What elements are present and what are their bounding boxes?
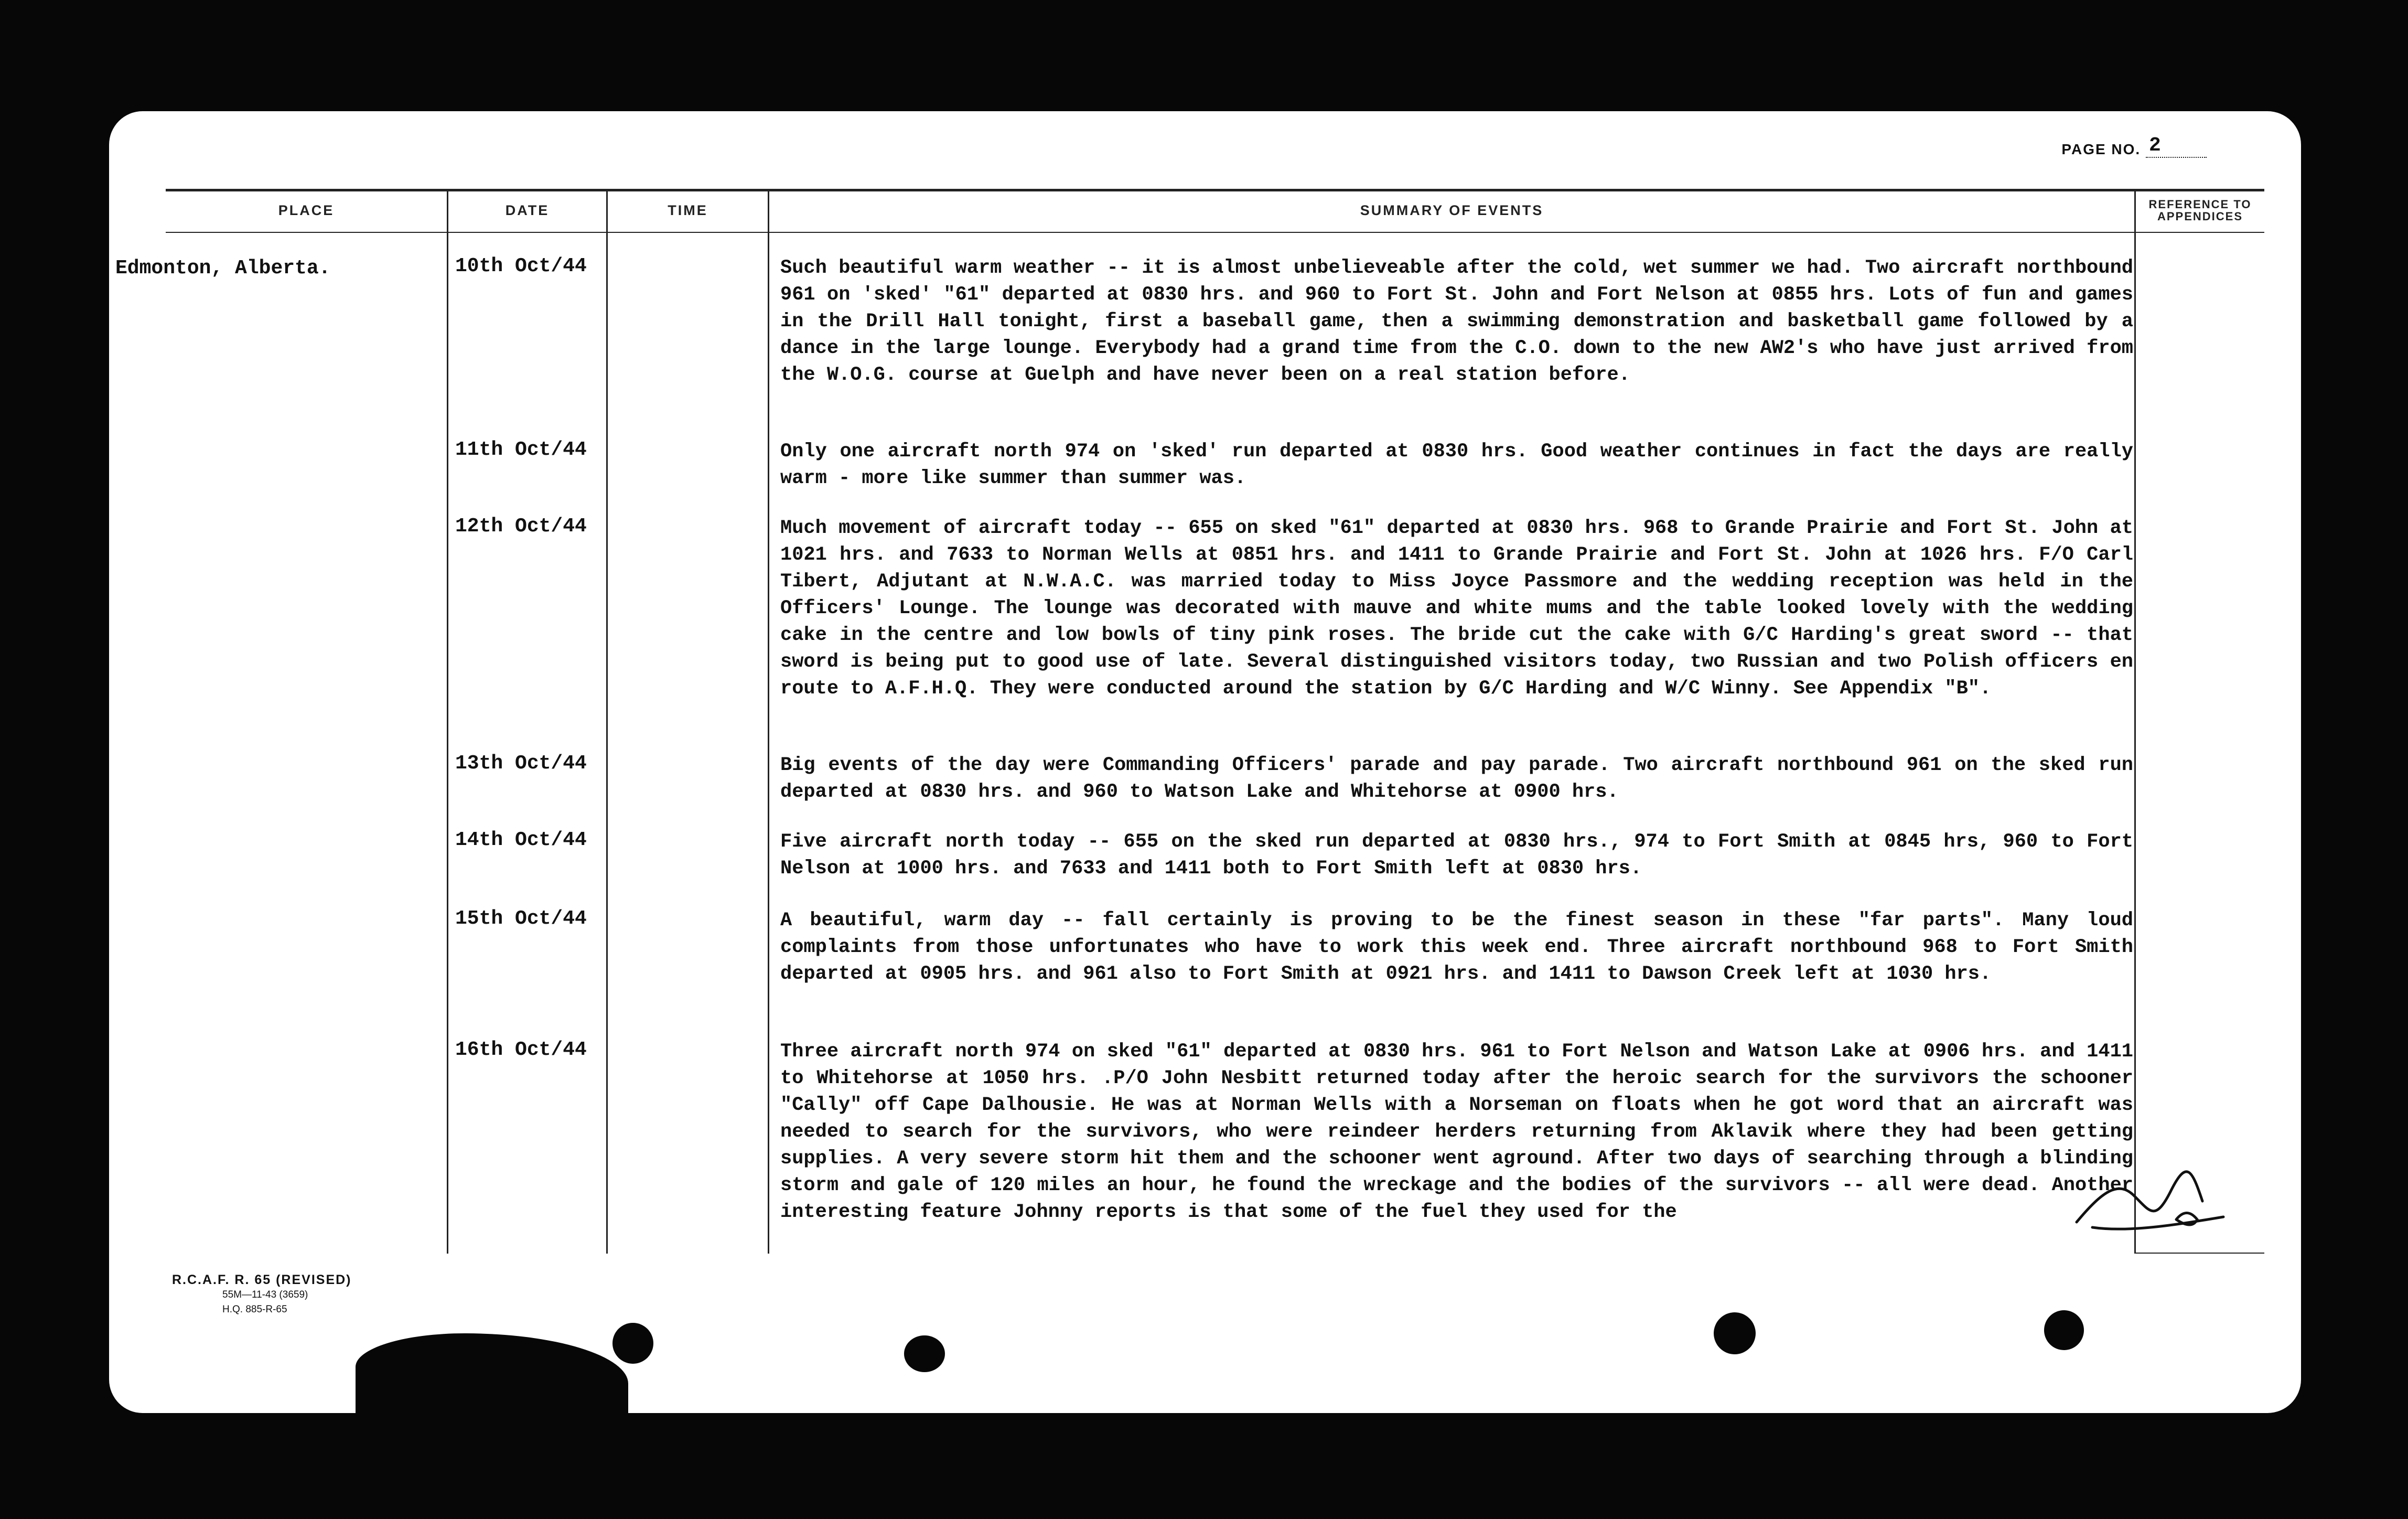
page-number-value: 2 — [2146, 134, 2207, 158]
punch-hole — [612, 1323, 653, 1364]
entry-summary: A beautiful, warm day -- fall certainly is proving to be the finest season in these "far parts". Many loud complaints from those unfortunates who have to work this week end. Three aircraft northbound 968 to Fort Smith departed at 0905 hrs. and 961 also to Fort Smith at 0921 hrs. and 1411 to Dawson Creek left at 1030 hrs. — [780, 910, 2133, 985]
hq-reference: H.Q. 885-R-65 — [222, 1304, 287, 1315]
col-divider-summary — [768, 189, 769, 1254]
entry-date: 12th Oct/44 — [455, 515, 587, 538]
handwritten-initials — [2071, 1159, 2229, 1238]
entry-summary: Big events of the day were Commanding Officers' parade and pay parade. Two aircraft northbound 961 on the sked run departed at 0830 hrs. and 960 to Watson Lake and Whitehorse at 0900 hrs. — [780, 754, 2133, 803]
entry-summary: Only one aircraft north 974 on 'sked' run departed at 0830 hrs. Good weather continues in fact the days are really warm - more like summer than summer was. — [780, 441, 2133, 489]
column-header-time: TIME — [668, 202, 708, 218]
column-header-date: DATE — [505, 202, 550, 218]
entry-date: 16th Oct/44 — [455, 1039, 587, 1061]
col-divider-reference — [2134, 189, 2136, 1254]
punch-hole — [1714, 1312, 1756, 1354]
entry-date: 15th Oct/44 — [455, 907, 587, 930]
col-divider-time — [606, 189, 608, 1254]
column-header-reference: REFERENCE TO APPENDICES — [2148, 197, 2252, 223]
torn-edge — [356, 1333, 628, 1417]
col-divider-date — [447, 189, 448, 1254]
column-header-summary: SUMMARY OF EVENTS — [1360, 202, 1544, 218]
form-footer — [172, 1272, 352, 1317]
entry-date: 11th Oct/44 — [455, 438, 587, 461]
entry-summary: Much movement of aircraft today -- 655 on sked "61" departed at 0830 hrs. 968 to Grande Prairie and Fort St. John at 1021 hrs. and 7633 to Norman Wells at 0851 hrs. and 1411 to Grande Prairie and Fort St. John at 1026 hrs. F/O Carl Tibert, Adjutant at N.W.A.C. was married today to Miss Joyce Passmore and the wedding reception was held in the Officers' Lounge. The lounge was decorated with mauve and white mums and the table looked lovely with the wedding cake in the centre and low bowls of tiny pink roses. The bride cut the cake with G/C Harding's great sword -- that sword is being put to good use of late. Several distinguished visitors today, two Russian and two Polish officers en route to A.F.H.Q. They were conducted around the station by G/C Harding and W/C Winny. See Appendix "B". — [780, 517, 2133, 700]
column-header-place: PLACE — [278, 202, 335, 218]
punch-hole — [904, 1335, 945, 1372]
entry-date: 10th Oct/44 — [455, 255, 587, 277]
entry-date: 14th Oct/44 — [455, 829, 587, 851]
entry-date: 13th Oct/44 — [455, 752, 587, 775]
place-cell: Edmonton, Alberta. — [115, 257, 331, 280]
entry-summary: Three aircraft north 974 on sked "61" departed at 0830 hrs. 961 to Fort Nelson and Watson Lake at 0906 hrs. and 1411 to Whitehorse at 1050 hrs. .P/O John Nesbitt returned today after the heroic search for the survivors the schooner "Cally" off Cape Dalhousie. He was at Norman Wells with a Norseman on floats when he got word that an aircraft was needed to search for the survivors, who were reindeer herders returning from Aklavik where they had been getting supplies. A very severe storm hit them and the schooner went aground. After two days of searching through a blinding storm and gale of 120 miles an hour, he found the wreckage and the bodies of the survivors -- all were dead. Another interesting feature Johnny reports is that some of the fuel they used for the — [780, 1041, 2133, 1223]
header-rule — [166, 232, 2264, 233]
entry-summary: Five aircraft north today -- 655 on the sked run departed at 0830 hrs., 974 to Fort Smith at 0845 hrs, 960 to Fort Nelson at 1000 hrs. and 7633 and 1411 both to Fort Smith left at 0830 hrs. — [780, 831, 2133, 880]
page-number — [2061, 134, 2207, 158]
page-number-label: PAGE NO. — [2061, 141, 2141, 157]
events-table — [115, 189, 2264, 1254]
bottom-rule — [2134, 1253, 2264, 1254]
entry-summary: Such beautiful warm weather -- it is almost unbelieveable after the cold, wet summer we had. Two aircraft northbound 961 on 'sked' "61" departed at 0830 hrs. and 960 to Fort St. John and Fort Nelson at 0855 hrs. Lots of fun and games in the Drill Hall tonight, first a baseball game, then a swimming demonstration and basketball game followed by a dance in the large lounge. Everybody had a grand time from the C.O. down to the new AW2's who have just arrived from the W.O.G. course at Guelph and have never been on a real station before. — [780, 257, 2133, 386]
form-number: R.C.A.F. R. 65 (REVISED) — [172, 1272, 352, 1287]
punch-hole — [2044, 1310, 2084, 1350]
print-run: 55M—11-43 (3659) — [222, 1289, 308, 1300]
diary-sheet — [109, 111, 2301, 1413]
